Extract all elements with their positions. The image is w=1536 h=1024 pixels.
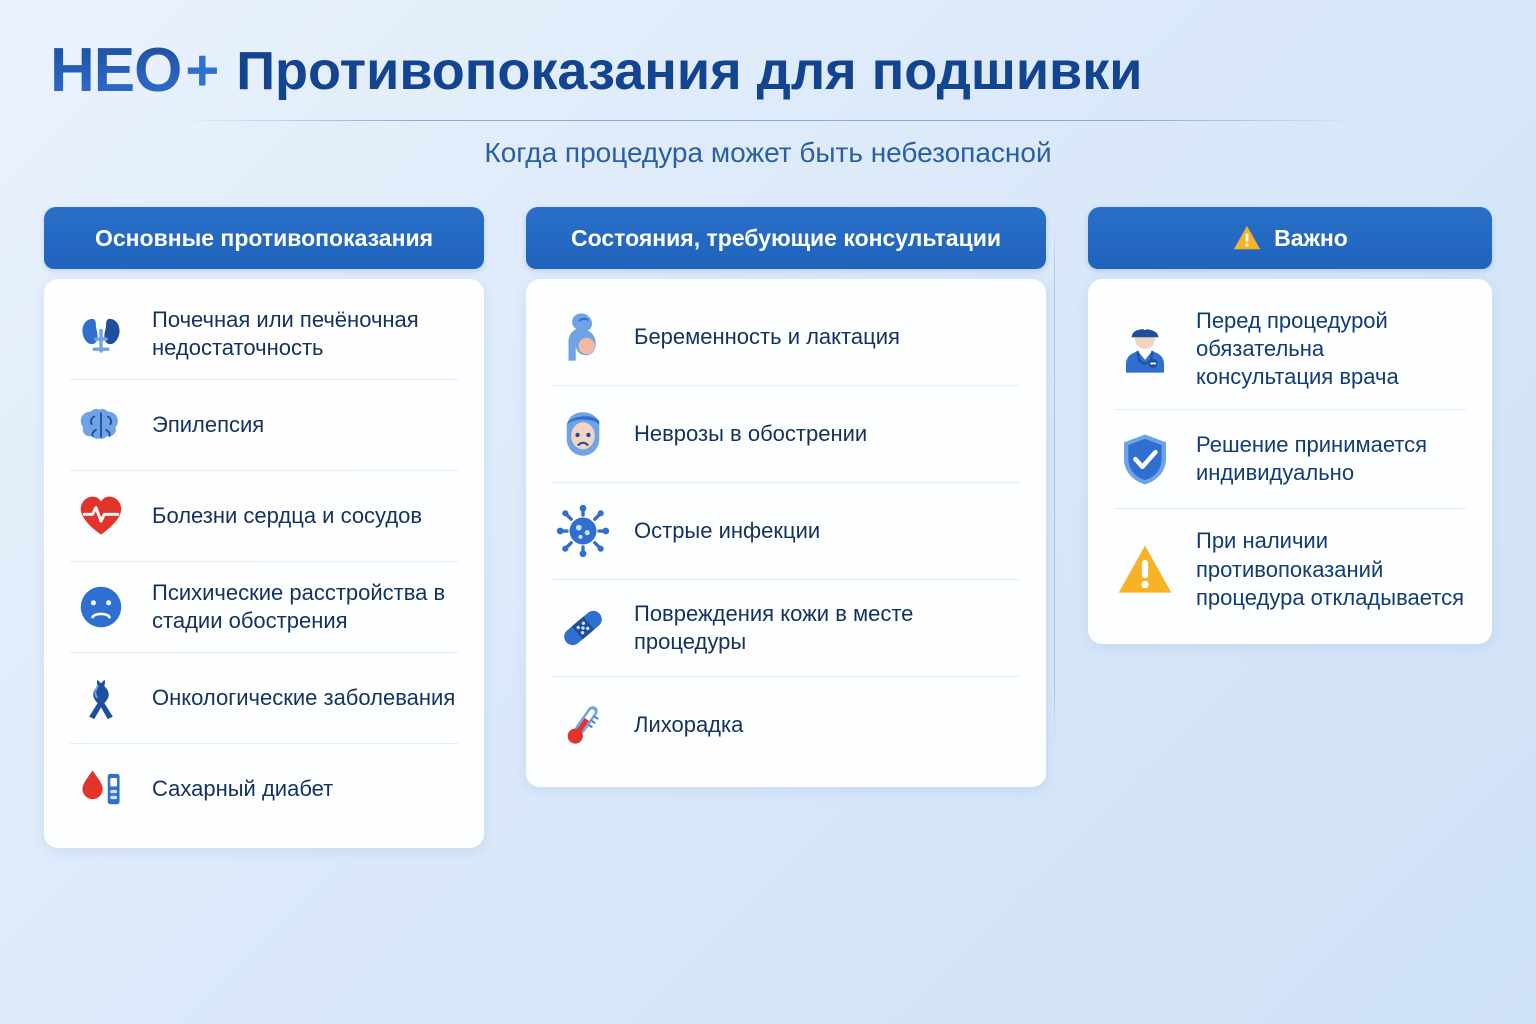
list-item-label: Неврозы в обострении xyxy=(634,420,868,446)
shield-check-icon xyxy=(1114,428,1176,490)
card-body xyxy=(1088,279,1492,644)
list-item xyxy=(1114,509,1466,629)
list-item xyxy=(552,386,1020,483)
card-important xyxy=(1088,207,1492,644)
list-item xyxy=(552,289,1020,386)
list-item-label: Перед процедурой обязательна консультация врача xyxy=(1196,308,1399,390)
list-item-label: Болезни сердца и сосудов xyxy=(152,502,423,528)
list-item xyxy=(552,580,1020,677)
blood-drop-glucometer-icon xyxy=(70,758,132,820)
card-main-contraindications xyxy=(44,207,484,848)
pregnant-woman-icon xyxy=(552,306,614,368)
warning-triangle-icon xyxy=(1232,223,1262,253)
brand-logo xyxy=(50,36,219,105)
heart-pulse-icon xyxy=(70,485,132,547)
thermometer-icon xyxy=(552,694,614,756)
list-item xyxy=(70,562,458,653)
card-title: Состояния, требующие консультации xyxy=(570,224,1001,251)
card-body xyxy=(44,279,484,848)
header-divider xyxy=(178,120,1358,121)
list-item-label: Почечная или печёночная недостаточность xyxy=(152,306,419,360)
columns-container xyxy=(44,207,1492,848)
column-separator xyxy=(1054,215,1055,745)
brand-logo-text: HEO xyxy=(50,36,182,105)
card-consultation-required xyxy=(526,207,1046,787)
kidneys-icon xyxy=(70,303,132,365)
list-item-label: Сахарный диабет xyxy=(152,775,334,801)
warning-triangle-icon xyxy=(1114,539,1176,601)
header xyxy=(44,36,1492,105)
list-item xyxy=(1114,410,1466,509)
list-item xyxy=(552,677,1020,773)
page-subtitle: Когда процедура может быть небезопасной xyxy=(484,137,1052,168)
card-body xyxy=(526,279,1046,787)
awareness-ribbon-icon xyxy=(70,667,132,729)
card-header xyxy=(44,207,484,269)
sad-face-icon xyxy=(70,576,132,638)
sad-person-icon xyxy=(552,403,614,465)
list-item-label: Острые инфекции xyxy=(634,517,821,543)
bandage-icon xyxy=(552,597,614,659)
card-title: Важно xyxy=(1274,224,1348,251)
card-header xyxy=(1088,207,1492,269)
list-item-label: Психические расстройства в стадии обострения xyxy=(152,579,446,633)
list-item-label: Онкологические заболевания xyxy=(152,684,456,710)
list-item-label: Лихорадка xyxy=(634,711,744,737)
list-item xyxy=(1114,289,1466,410)
list-item xyxy=(70,471,458,562)
page-title: Противопоказания для подшивки xyxy=(236,40,1143,101)
card-header xyxy=(526,207,1046,269)
card-title: Основные противопоказания xyxy=(94,224,434,251)
list-item xyxy=(70,380,458,471)
brain-icon xyxy=(70,394,132,456)
list-item-label: Решение принимается индивидуально xyxy=(1196,432,1428,486)
virus-icon xyxy=(552,500,614,562)
list-item xyxy=(552,483,1020,580)
list-item xyxy=(70,289,458,380)
list-item xyxy=(70,744,458,834)
list-item-label: Эпилепсия xyxy=(152,411,265,437)
list-item xyxy=(70,653,458,744)
doctor-icon xyxy=(1114,318,1176,380)
list-item-label: Беременность и лактация xyxy=(634,323,900,349)
list-item-label: При наличии противопоказаний процедура откладывается xyxy=(1196,528,1465,610)
list-item-label: Повреждения кожи в месте процедуры xyxy=(634,600,914,654)
plus-icon: + xyxy=(185,38,219,103)
